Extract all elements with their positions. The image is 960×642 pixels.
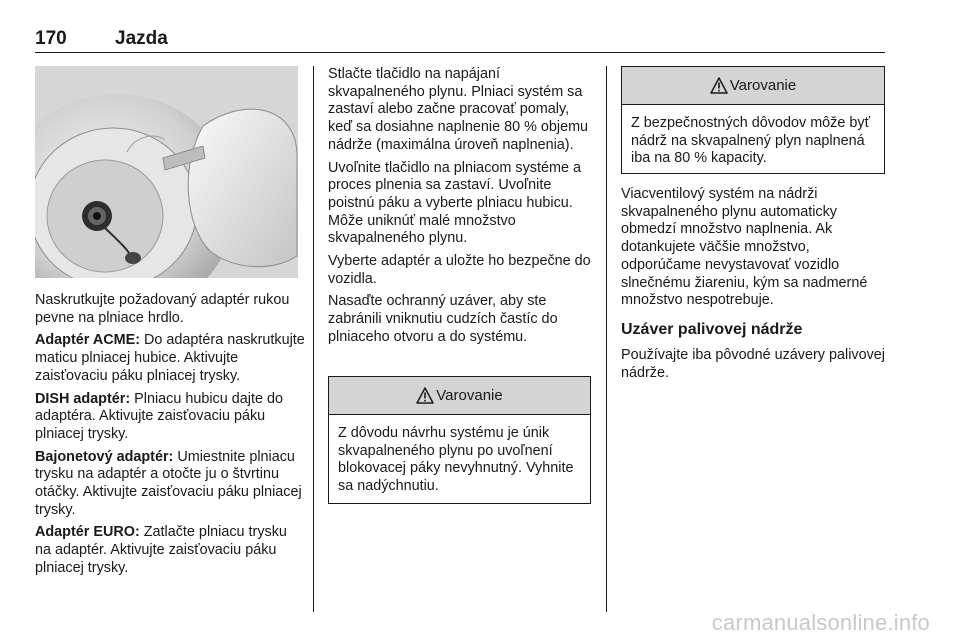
paragraph-original-caps: Používajte iba pôvodné uzávery palivovej nádrže. — [621, 346, 885, 381]
warning-triangle-icon — [710, 77, 728, 94]
column-divider-2 — [606, 66, 607, 612]
adapter-item-bayonet — [35, 449, 305, 520]
warning-title: Varovanie — [729, 77, 797, 94]
warning-header — [329, 377, 590, 415]
warning-header — [622, 67, 884, 105]
column-divider-1 — [313, 66, 314, 612]
header-rule — [35, 52, 885, 53]
paragraph-multivalve: Viacventilový systém na nádrži skvapalneného plynu automaticky obmedzí množstvo naplnenia. Ak dotankujete väčšie množstvo, odporúčame nevystavovať vozidlo slnečnému žiareniu, kým sa nadmerné množstvo nespotrebuje. — [621, 186, 868, 309]
page-header — [35, 28, 885, 52]
paragraph-remove-adapter: Vyberte adaptér a uložte ho bezpečne do vozidla. — [328, 253, 591, 287]
adapter-text: Zatlačte plniacu trysku na adaptér. Aktivujte zaisťovaciu páku plniacej trysky. — [35, 524, 287, 576]
column-3 — [621, 186, 885, 387]
intro-paragraph: Naskrutkujte požadovaný adaptér rukou pevne na plniace hrdlo. — [35, 292, 290, 326]
paragraph-press-button: Stlačte tlačidlo na napájaní skvapalneného plynu. Plniaci systém sa zastaví alebo začne pracovať pomaly, keď sa dosiahne naplnenie 80 % objemu nádrže (maximálna úroveň naplnenia). — [328, 66, 589, 153]
section-heading: Uzáver palivovej nádrže — [621, 320, 803, 338]
adapter-term: Adaptér EURO: — [35, 524, 140, 541]
warning-box-1 — [328, 376, 591, 504]
warning-title: Varovanie — [436, 387, 503, 404]
page-number: 170 — [35, 28, 67, 49]
adapter-term: Adaptér ACME: — [35, 332, 140, 349]
illustration-svg — [35, 66, 298, 278]
warning-text: Z bezpečnostných dôvodov môže byť nádrž na skvapalnený plyn naplnená iba na 80 % kapacity. — [631, 115, 870, 167]
warning-box-2 — [621, 66, 885, 174]
warning-triangle-icon — [416, 387, 434, 404]
watermark: carmanualsonline.info — [711, 610, 930, 635]
adapter-item-acme — [35, 332, 305, 385]
adapter-term: Bajonetový adaptér: — [35, 448, 174, 465]
adapter-item-euro — [35, 524, 305, 577]
adapter-text: Plniacu hubicu dajte do adaptéra. Aktivujte zaisťovaciu páku plniacej trysky. — [35, 390, 283, 442]
fuel-filler-adapter-illustration — [35, 66, 298, 278]
adapter-term: DISH adaptér: — [35, 390, 131, 407]
adapter-text: Do adaptéra naskrutkujte maticu plniacej hubice. Aktivujte zaisťovaciu páku plniacej trysky. — [35, 332, 305, 384]
warning-text: Z dôvodu návrhu systému je únik skvapalneného plynu po uvoľnení blokovacej páky nevyhnutný. Vyhnite sa nadýchnutiu. — [338, 425, 574, 495]
column-2 — [328, 66, 596, 352]
running-title: Jazda — [115, 28, 168, 49]
column-1 — [35, 292, 305, 583]
paragraph-release-button: Uvoľnite tlačidlo na plniacom systéme a proces plnenia sa zastaví. Uvoľnite poistnú páku a vyberte plniacu hubicu. Môže uniknúť malé množstvo skvapalneného plynu. — [328, 159, 581, 247]
adapter-item-dish — [35, 391, 305, 444]
adapter-text: Umiestnite plniacu trysku na adaptér a otočte ju o štvrtinu otáčky. Aktivujte zaisťovaciu páku plniacej trysky. — [35, 448, 302, 518]
paragraph-protective-cap: Nasaďte ochranný uzáver, aby ste zabránili vniknutiu cudzích častíc do plniaceho otvoru a do systému. — [328, 293, 558, 345]
